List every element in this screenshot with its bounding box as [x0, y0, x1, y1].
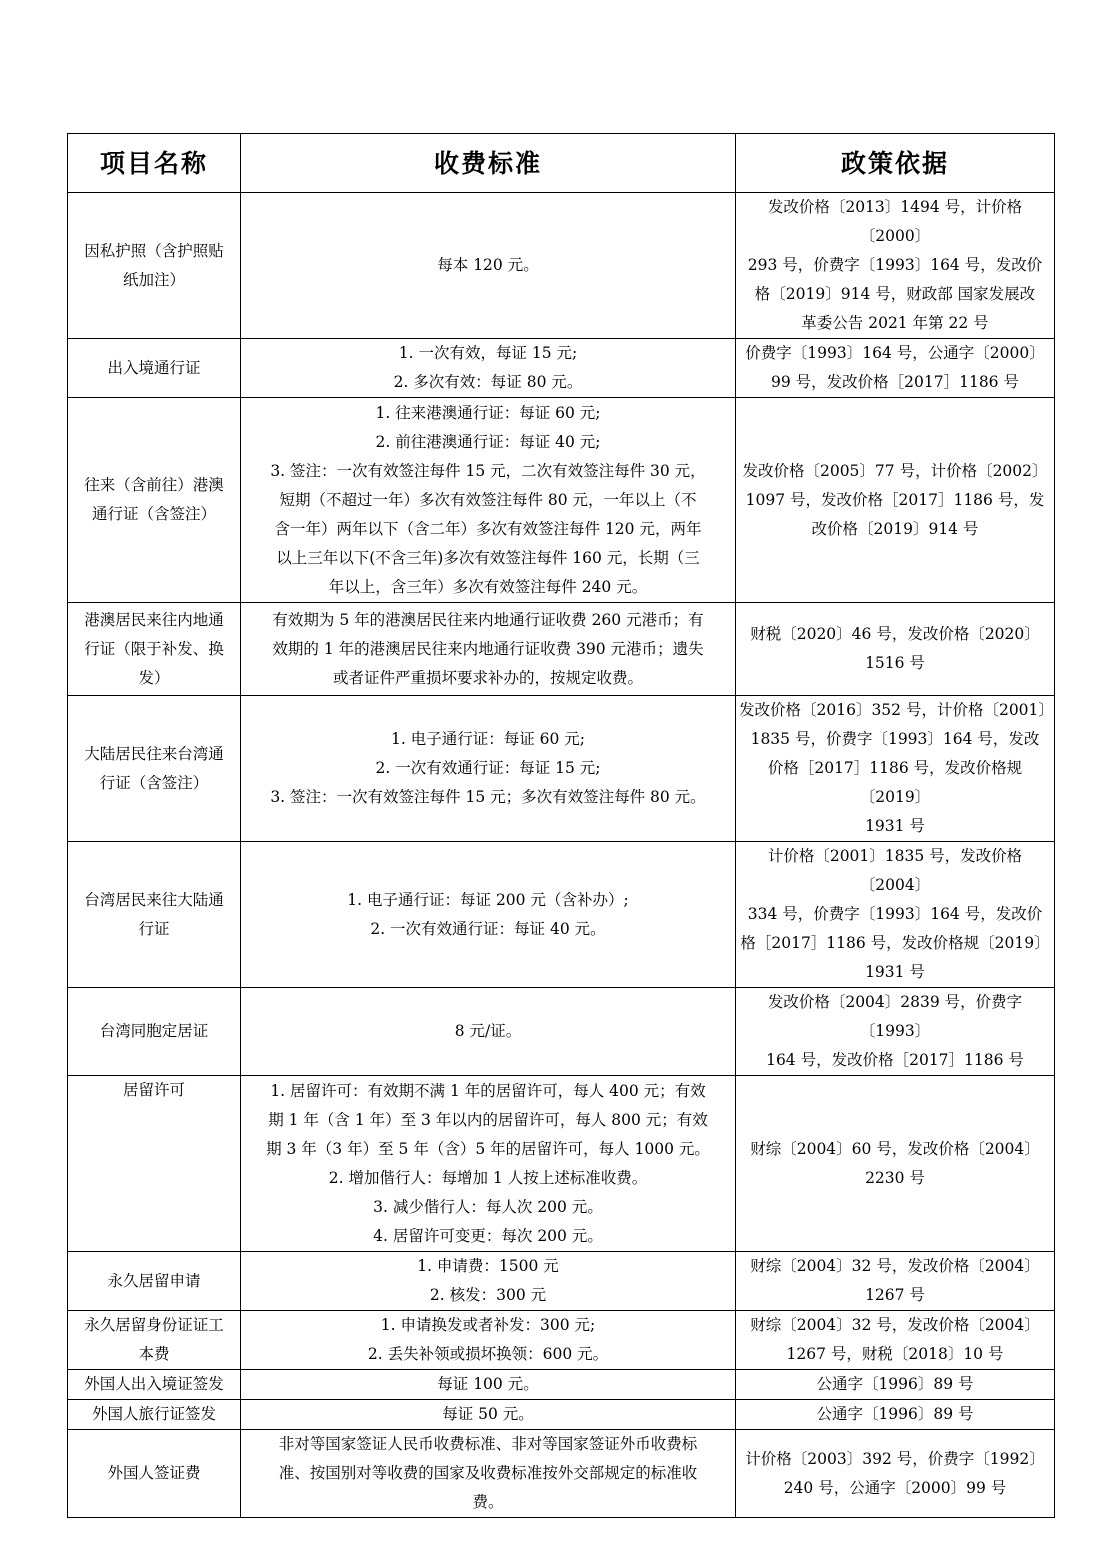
policy-basis-cell [736, 193, 1055, 339]
item-name-cell [68, 1311, 241, 1370]
cell-text-line: 1516 号 [865, 654, 925, 672]
cell-text-line: 2. 一次有效通行证：每证 15 元; [375, 759, 601, 777]
fee-standard-cell [241, 1400, 736, 1430]
fee-standard-cell [241, 1311, 736, 1370]
cell-text-line: 财综〔2004〕32 号，发改价格〔2004〕 [750, 1257, 1040, 1275]
item-name-cell [68, 603, 241, 696]
cell-text-line: 发改价格〔2016〕352 号，计价格〔2001〕 [739, 701, 1054, 719]
cell-text-line: 往来（含前往）港澳 [84, 476, 224, 494]
cell-text-line: 每本 120 元。 [437, 256, 539, 274]
cell-text-line: 以上三年以下(不含三年)多次有效签注每件 160 元，长期（三 [276, 548, 700, 567]
cell-text-line: 费。 [472, 1493, 504, 1511]
cell-text-line: 1097 号，发改价格［2017］1186 号，发 [745, 490, 1045, 509]
fee-standard-cell [241, 1252, 736, 1311]
policy-basis-cell [736, 339, 1055, 398]
policy-basis-cell [736, 1370, 1055, 1400]
table-row [68, 339, 1055, 398]
item-name-cell [68, 842, 241, 988]
cell-text-line: 永久居留身份证证工 [84, 1316, 224, 1334]
cell-text-line: 3. 签注：一次有效签注每件 15 元；多次有效签注每件 80 元。 [270, 788, 706, 806]
cell-text-line: 1267 号 [865, 1286, 925, 1304]
policy-basis-cell [736, 696, 1055, 842]
cell-text-line: 台湾居民来往大陆通 [84, 890, 224, 909]
item-name-cell [68, 696, 241, 842]
cell-text-line: 1. 电子通行证：每证 200 元（含补办）; [347, 890, 629, 909]
item-name-cell [68, 988, 241, 1076]
header-row [68, 134, 1055, 193]
cell-text-line: 2. 增加偕行人：每增加 1 人按上述标准收费。 [328, 1168, 648, 1187]
cell-text-line: 期 3 年（3 年）至 5 年（含）5 年的居留许可，每人 1000 元。 [266, 1139, 710, 1158]
policy-basis-cell [736, 603, 1055, 696]
cell-text-line: 外国人出入境证签发 [84, 1375, 224, 1393]
cell-text-line: 1. 电子通行证：每证 60 元; [390, 730, 585, 748]
cell-text-line: 2230 号 [865, 1168, 925, 1187]
cell-text-line: 格〔2019〕914 号，财政部 国家发展改 [754, 285, 1036, 303]
cell-text-line: 格［2017］1186 号，发改价格规〔2019〕 [740, 934, 1050, 952]
cell-text-line: 1. 一次有效，每证 15 元; [398, 344, 578, 362]
cell-text-line: 计价格〔2003〕392 号，价费字〔1992〕 [745, 1449, 1045, 1468]
cell-text-line: 财综〔2004〕32 号，发改价格〔2004〕 [750, 1316, 1040, 1334]
cell-text-line: 99 号，发改价格［2017］1186 号 [771, 373, 1019, 391]
cell-text-line: 革委公告 2021 年第 22 号 [801, 314, 989, 332]
cell-text-line: 3. 签注：一次有效签注每件 15 元，二次有效签注每件 30 元， [270, 461, 706, 480]
cell-text-line: 公通字〔1996〕89 号 [816, 1405, 974, 1423]
header-name: 项目名称 [68, 134, 241, 193]
item-name-cell [68, 339, 241, 398]
cell-text-line: 4. 居留许可变更：每次 200 元。 [373, 1226, 603, 1245]
fee-standard-cell [241, 339, 736, 398]
cell-text-line: 240 号，公通字〔2000〕99 号 [783, 1478, 1007, 1497]
cell-text-line: 有效期为 5 年的港澳居民往来内地通行证收费 260 元港币；有 [272, 610, 704, 629]
cell-text-line: 发） [138, 668, 170, 687]
cell-text-line: 通行证（含签注） [91, 505, 216, 523]
cell-text-line: 含一年）两年以下（含二年）多次有效签注每件 120 元，两年 [274, 519, 702, 538]
cell-text-line: 计价格〔2001〕1835 号，发改价格〔2004〕 [767, 847, 1023, 894]
table-row [68, 696, 1055, 842]
table-row [68, 398, 1055, 603]
cell-text-line: 1. 申请换发或者补发：300 元; [380, 1316, 596, 1334]
cell-text-line: 1. 居留许可：有效期不满 1 年的居留许可，每人 400 元；有效 [270, 1081, 706, 1100]
header-basis: 政策依据 [736, 134, 1055, 193]
cell-text-line: 164 号，发改价格［2017］1186 号 [766, 1051, 1024, 1069]
cell-text-line: 台湾同胞定居证 [99, 1022, 209, 1040]
cell-text-line: 2. 一次有效通行证：每证 40 元。 [370, 919, 606, 938]
table-row [68, 1311, 1055, 1370]
cell-text-line: 居留许可 [122, 1081, 185, 1099]
cell-text-line: 334 号，价费字〔1993〕164 号，发改价 [747, 905, 1043, 923]
cell-text-line: 2. 核发：300 元 [429, 1286, 547, 1304]
cell-text-line: 港澳居民来往内地通 [84, 610, 224, 629]
fee-standard-cell [241, 988, 736, 1076]
fee-standard-cell [241, 696, 736, 842]
table-row [68, 1370, 1055, 1400]
cell-text-line: 纸加注） [122, 270, 185, 289]
cell-text-line: 1835 号，价费字〔1993〕164 号，发改 [750, 730, 1040, 748]
cell-text-line: 发改价格〔2013〕1494 号，计价格〔2000〕 [767, 198, 1023, 245]
cell-text-line: 准、按国别对等收费的国家及收费标准按外交部规定的标准收 [278, 1464, 698, 1482]
item-name-cell [68, 193, 241, 339]
cell-text-line: 大陆居民往来台湾通 [84, 744, 224, 763]
cell-text-line: 效期的 1 年的港澳居民往来内地通行证收费 390 元港币；遗失 [272, 639, 704, 658]
table-row [68, 1400, 1055, 1430]
fee-standard-cell [241, 398, 736, 603]
cell-text-line: 财综〔2004〕60 号，发改价格〔2004〕 [750, 1139, 1040, 1158]
policy-basis-cell [736, 1311, 1055, 1370]
cell-text-line: 1267 号，财税〔2018〕10 号 [786, 1345, 1004, 1363]
fee-table [67, 133, 1055, 1518]
fee-standard-cell [241, 603, 736, 696]
cell-text-line: 行证（限于补发、换 [84, 639, 224, 658]
cell-text-line: 发改价格〔2005〕77 号，计价格〔2002〕 [742, 461, 1048, 480]
table-row [68, 842, 1055, 988]
fee-standard-cell [241, 1370, 736, 1400]
cell-text-line: 3. 减少偕行人：每人次 200 元。 [373, 1197, 603, 1216]
fee-standard-cell [241, 193, 736, 339]
cell-text-line: 2. 多次有效：每证 80 元。 [393, 373, 583, 391]
cell-text-line: 行证 [138, 919, 170, 938]
table-row [68, 193, 1055, 339]
cell-text-line: 公通字〔1996〕89 号 [816, 1375, 974, 1393]
item-name-cell [68, 1400, 241, 1430]
cell-text-line: 价格［2017］1186 号，发改价格规〔2019〕 [767, 759, 1023, 806]
fee-table-body [68, 193, 1055, 1518]
policy-basis-cell [736, 1400, 1055, 1430]
cell-text-line: 期 1 年（含 1 年）至 3 年以内的居留许可，每人 800 元；有效 [268, 1110, 708, 1129]
cell-text-line: 2. 前往港澳通行证：每证 40 元; [375, 432, 601, 451]
table-row [68, 1252, 1055, 1311]
cell-text-line: 因私护照（含护照贴 [84, 241, 224, 260]
cell-text-line: 财税〔2020〕46 号，发改价格〔2020〕 [750, 625, 1040, 643]
table-row [68, 603, 1055, 696]
cell-text-line: 短期（不超过一年）多次有效签注每件 80 元，一年以上（不 [279, 490, 697, 509]
cell-text-line: 8 元/证。 [454, 1022, 522, 1040]
cell-text-line: 行证（含签注） [99, 773, 209, 792]
fee-standard-cell [241, 1430, 736, 1518]
policy-basis-cell [736, 988, 1055, 1076]
item-name-cell [68, 1430, 241, 1518]
table-row [68, 988, 1055, 1076]
header-standard: 收费标准 [241, 134, 736, 193]
item-name-cell [68, 1076, 241, 1252]
policy-basis-cell [736, 1430, 1055, 1518]
policy-basis-cell [736, 842, 1055, 988]
cell-text-line: 永久居留申请 [107, 1271, 201, 1290]
policy-basis-cell [736, 1076, 1055, 1252]
table-row [68, 1076, 1055, 1252]
cell-text-line: 发改价格〔2004〕2839 号，价费字〔1993〕 [767, 993, 1023, 1040]
cell-text-line: 1931 号 [865, 963, 925, 981]
cell-text-line: 293 号，价费字〔1993〕164 号，发改价 [747, 256, 1043, 274]
cell-text-line: 1. 申请费：1500 元 [417, 1257, 559, 1275]
cell-text-line: 外国人签证费 [107, 1464, 201, 1482]
item-name-cell [68, 1370, 241, 1400]
cell-text-line: 价费字〔1993〕164 号，公通字〔2000〕 [745, 344, 1045, 362]
cell-text-line: 非对等国家签证人民币收费标准、非对等国家签证外币收费标 [278, 1435, 698, 1453]
item-name-cell [68, 398, 241, 603]
cell-text-line: 2. 丢失补领或损坏换领：600 元。 [367, 1345, 609, 1363]
cell-text-line: 出入境通行证 [107, 358, 201, 377]
policy-basis-cell [736, 398, 1055, 603]
cell-text-line: 或者证件严重损坏要求补办的，按规定收费。 [332, 668, 643, 687]
fee-standard-cell [241, 1076, 736, 1252]
cell-text-line: 1. 往来港澳通行证：每证 60 元; [375, 403, 601, 422]
fee-standard-cell [241, 842, 736, 988]
cell-text-line: 1931 号 [865, 817, 925, 835]
policy-basis-cell [736, 1252, 1055, 1311]
cell-text-line: 本费 [138, 1345, 170, 1363]
item-name-cell [68, 1252, 241, 1311]
cell-text-line: 外国人旅行证签发 [91, 1405, 216, 1423]
cell-text-line: 每证 100 元。 [437, 1375, 539, 1393]
table-row [68, 1430, 1055, 1518]
cell-text-line: 每证 50 元。 [442, 1405, 534, 1423]
cell-text-line: 年以上，含三年）多次有效签注每件 240 元。 [328, 577, 648, 596]
cell-text-line: 改价格〔2019〕914 号 [811, 519, 979, 538]
